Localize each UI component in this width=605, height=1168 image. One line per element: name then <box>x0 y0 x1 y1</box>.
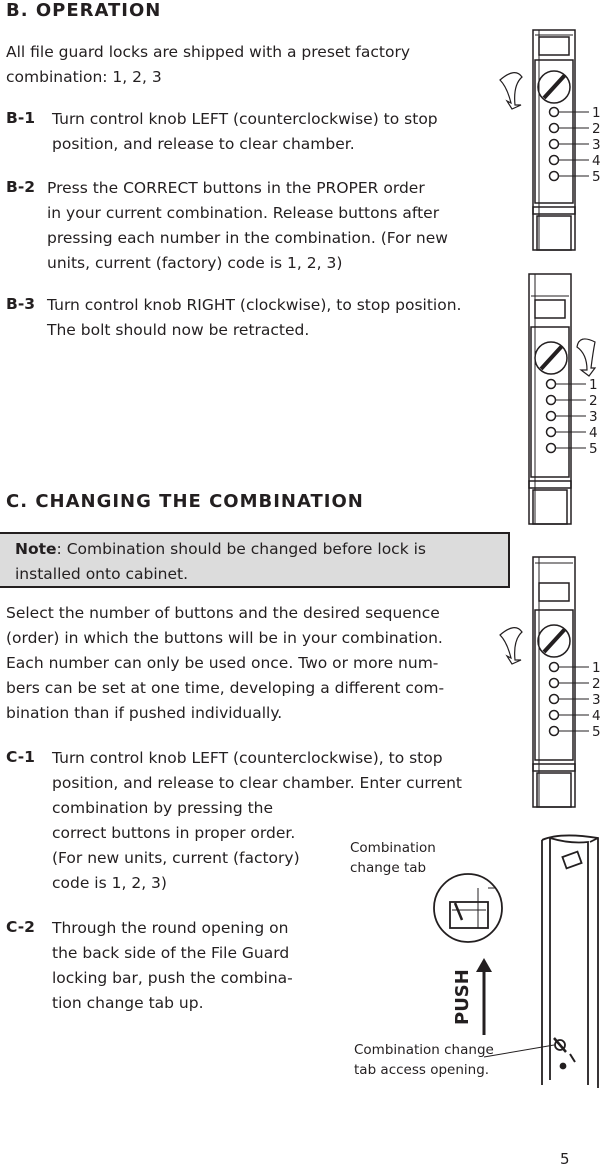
button-number: 2 <box>589 393 598 409</box>
step-c2-text <box>52 916 293 1016</box>
step-line: Turn control knob RIGHT (clockwise), to stop position. <box>47 296 462 314</box>
button-number: 4 <box>592 708 601 724</box>
button-number: 5 <box>592 724 601 740</box>
button-number: 1 <box>592 660 601 676</box>
caption-line: tab access opening. <box>354 1062 490 1078</box>
page-number: 5 <box>560 1150 570 1168</box>
step-c1-label: C-1 <box>6 748 35 766</box>
step-line: Press the CORRECT buttons in the PROPER order <box>47 179 425 197</box>
button-number: 4 <box>589 425 598 441</box>
caption-line: change tab <box>350 860 427 876</box>
step-line: locking bar, push the combina- <box>52 969 293 987</box>
step-b3-text <box>47 293 461 343</box>
step-b2-label: B-2 <box>6 178 36 196</box>
para-line: Each number can only be used once. Two or more num- <box>6 654 439 672</box>
button-number: 3 <box>589 409 598 425</box>
caption-line: Combination <box>350 840 436 856</box>
intro-line: combination: 1, 2, 3 <box>6 68 162 86</box>
button-number: 1 <box>592 105 601 121</box>
button-number: 4 <box>592 153 601 169</box>
button-number: 5 <box>592 169 601 185</box>
intro-line: All file guard locks are shipped with a preset factory <box>6 43 411 61</box>
step-line: in your current combination. Release buttons after <box>47 204 440 222</box>
para-line: bination than if pushed individually. <box>6 704 283 722</box>
button-number: 2 <box>592 676 601 692</box>
section-c-heading: C. CHANGING THE COMBINATION <box>6 491 364 512</box>
step-b3-label: B-3 <box>6 295 36 313</box>
step-line: the back side of the File Guard <box>52 944 290 962</box>
step-c2-label: C-2 <box>6 918 35 936</box>
button-number: 2 <box>592 121 601 137</box>
step-line: Turn control knob LEFT (counterclockwise), to stop <box>52 749 443 767</box>
step-line: The bolt should now be retracted. <box>47 321 310 339</box>
section-b-heading: B. OPERATION <box>6 0 162 21</box>
step-line: position, and release to clear chamber. Enter current <box>52 774 463 792</box>
section-b-intro <box>6 40 410 90</box>
note-line: installed onto cabinet. <box>15 565 189 583</box>
step-line: position, and release to clear chamber. <box>52 135 355 153</box>
note-label: Note <box>15 540 57 558</box>
lock-diagram-left-turn-2 <box>495 555 605 810</box>
step-line: combination by pressing the <box>52 799 274 817</box>
note-box <box>0 532 510 588</box>
step-b1-label: B-1 <box>6 109 36 127</box>
para-line: Select the number of buttons and the desired sequence <box>6 604 440 622</box>
step-line: units, current (factory) code is 1, 2, 3) <box>47 254 343 272</box>
note-text <box>15 537 426 587</box>
note-line: : Combination should be changed before lock is <box>56 540 426 558</box>
button-number: 3 <box>592 692 601 708</box>
button-number: 3 <box>592 137 601 153</box>
step-line: Turn control knob LEFT (counterclockwise) to stop <box>52 110 438 128</box>
step-line: code is 1, 2, 3) <box>52 874 167 892</box>
step-line: Through the round opening on <box>52 919 289 937</box>
lock-diagram-right-turn <box>495 272 605 527</box>
step-line: correct buttons in proper order. <box>52 824 296 842</box>
step-line: tion change tab up. <box>52 994 204 1012</box>
para-line: bers can be set at one time, developing a different com- <box>6 679 445 697</box>
button-number: 5 <box>589 441 598 457</box>
button-number: 1 <box>589 377 598 393</box>
section-c-paragraph <box>6 601 444 726</box>
lock-diagram-left-turn-1 <box>495 25 605 255</box>
step-b2-text <box>47 176 448 276</box>
step-b1-text <box>52 107 438 157</box>
push-label: PUSH <box>452 969 473 1025</box>
step-line: (For new units, current (factory) <box>52 849 300 867</box>
locking-bar-back-diagram <box>420 830 605 1090</box>
para-line: (order) in which the buttons will be in your combination. <box>6 629 443 647</box>
caption-line: Combination change <box>354 1042 494 1058</box>
step-line: pressing each number in the combination. (For new <box>47 229 448 247</box>
